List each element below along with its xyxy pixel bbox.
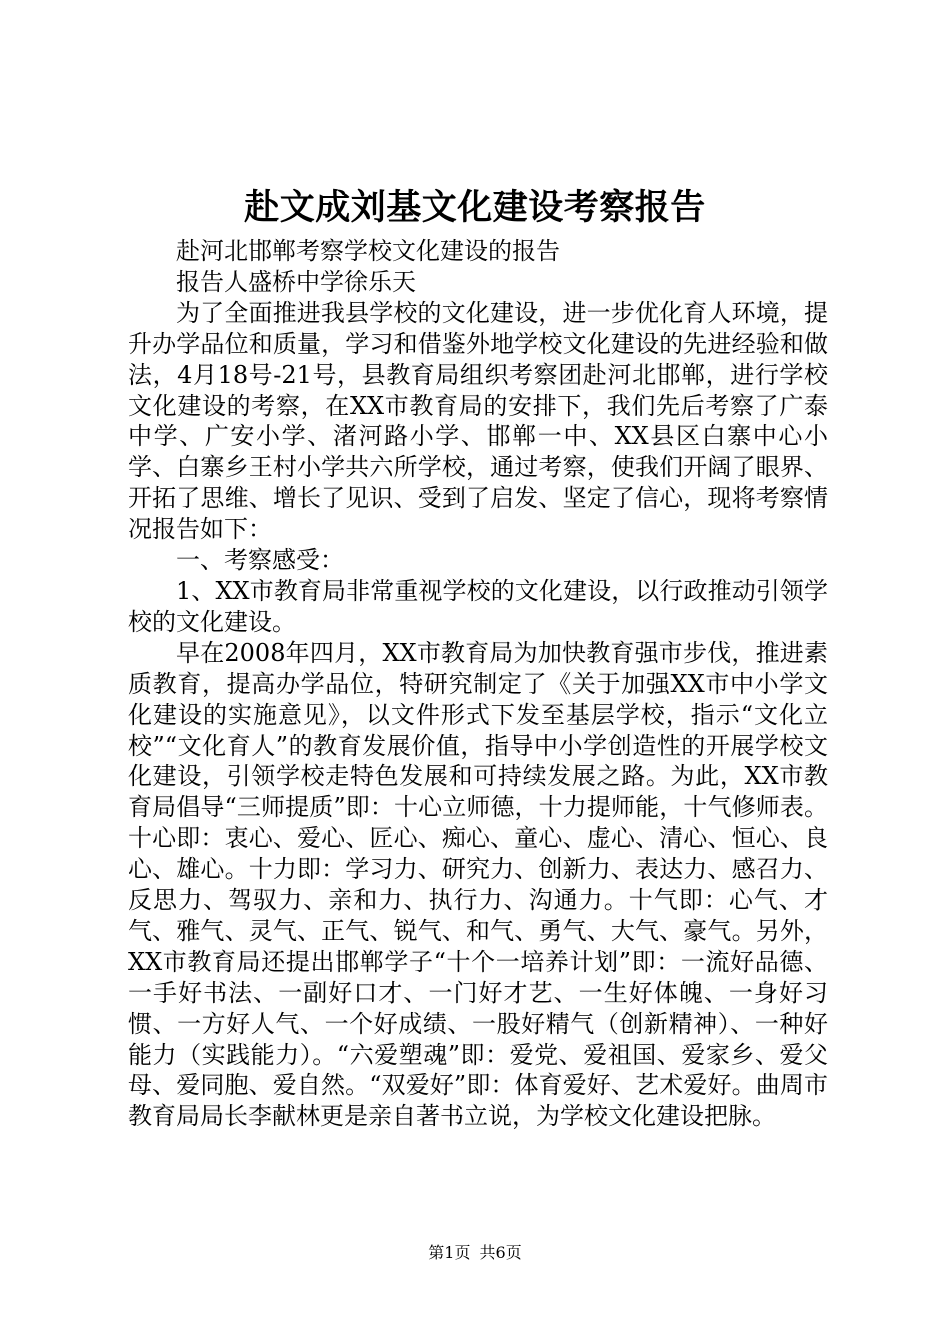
- paragraph-intro: 为了全面推进我县学校的文化建设，进一步优化育人环境，提升办学品位和质量，学习和借鉴外地学校文化建设的先进经验和做法，4月18号-21号，县教育局组织考察团赴河北邯郸，进行学校文化建设的考察，在XX市教育局的安排下，我们先后考察了广泰中学、广安小学、渚河路小学、邯郸一中、XX县区白寨中心小学、白寨乡王村小学共六所学校，通过考察，使我们开阔了眼界、开拓了思维、增长了见识、受到了启发、坚定了信心，现将考察情况报告如下：: [128, 298, 828, 544]
- paragraph-point-1: 1、XX市教育局非常重视学校的文化建设，以行政推动引领学校的文化建设。: [128, 576, 828, 636]
- page-footer: 第1页 共6页: [428, 1243, 522, 1262]
- document-body: [128, 236, 828, 1132]
- paragraph-section-heading: 一、考察感受：: [176, 546, 344, 575]
- paragraph-details: 早在2008年四月，XX市教育局为加快教育强市步伐，推进素质教育，提高办学品位，特研究制定了《关于加强XX市中小学文化建设的实施意见》，以文件形式下发至基层学校，指示“文化立校”“文化育人”的教育发展价值，指导中小学创造性的开展学校文化建设，引领学校走特色发展和可持续发展之路。为此，XX市教育局倡导“三师提质”即：十心立师德，十力提师能，十气修师表。十心即：衷心、爱心、匠心、痴心、童心、虚心、清心、恒心、良心、雄心。十力即：学习力、研究力、创新力、表达力、感召力、反思力、驾驭力、亲和力、执行力、沟通力。十气即：心气、才气、雅气、灵气、正气、锐气、和气、勇气、大气、豪气。另外，XX市教育局还提出邯郸学子“十个一培养计划”即：一流好品德、一手好书法、一副好口才、一门好才艺、一生好体魄、一身好习惯、一方好人气、一个好成绩、一股好精气（创新精神）、一种好能力（实践能力）。“六爱塑魂”即：爱党、爱祖国、爱家乡、爱父母、爱同胞、爱自然。“双爱好”即：体育爱好、艺术爱好。曲周市教育局局长李献林更是亲自著书立说，为学校文化建设把脉。: [128, 638, 828, 1131]
- paragraph-author: 报告人盛桥中学徐乐天: [176, 267, 416, 296]
- document-title: 赴文成刘基文化建设考察报告: [244, 187, 706, 228]
- paragraph-subtitle: 赴河北邯郸考察学校文化建设的报告: [176, 237, 560, 265]
